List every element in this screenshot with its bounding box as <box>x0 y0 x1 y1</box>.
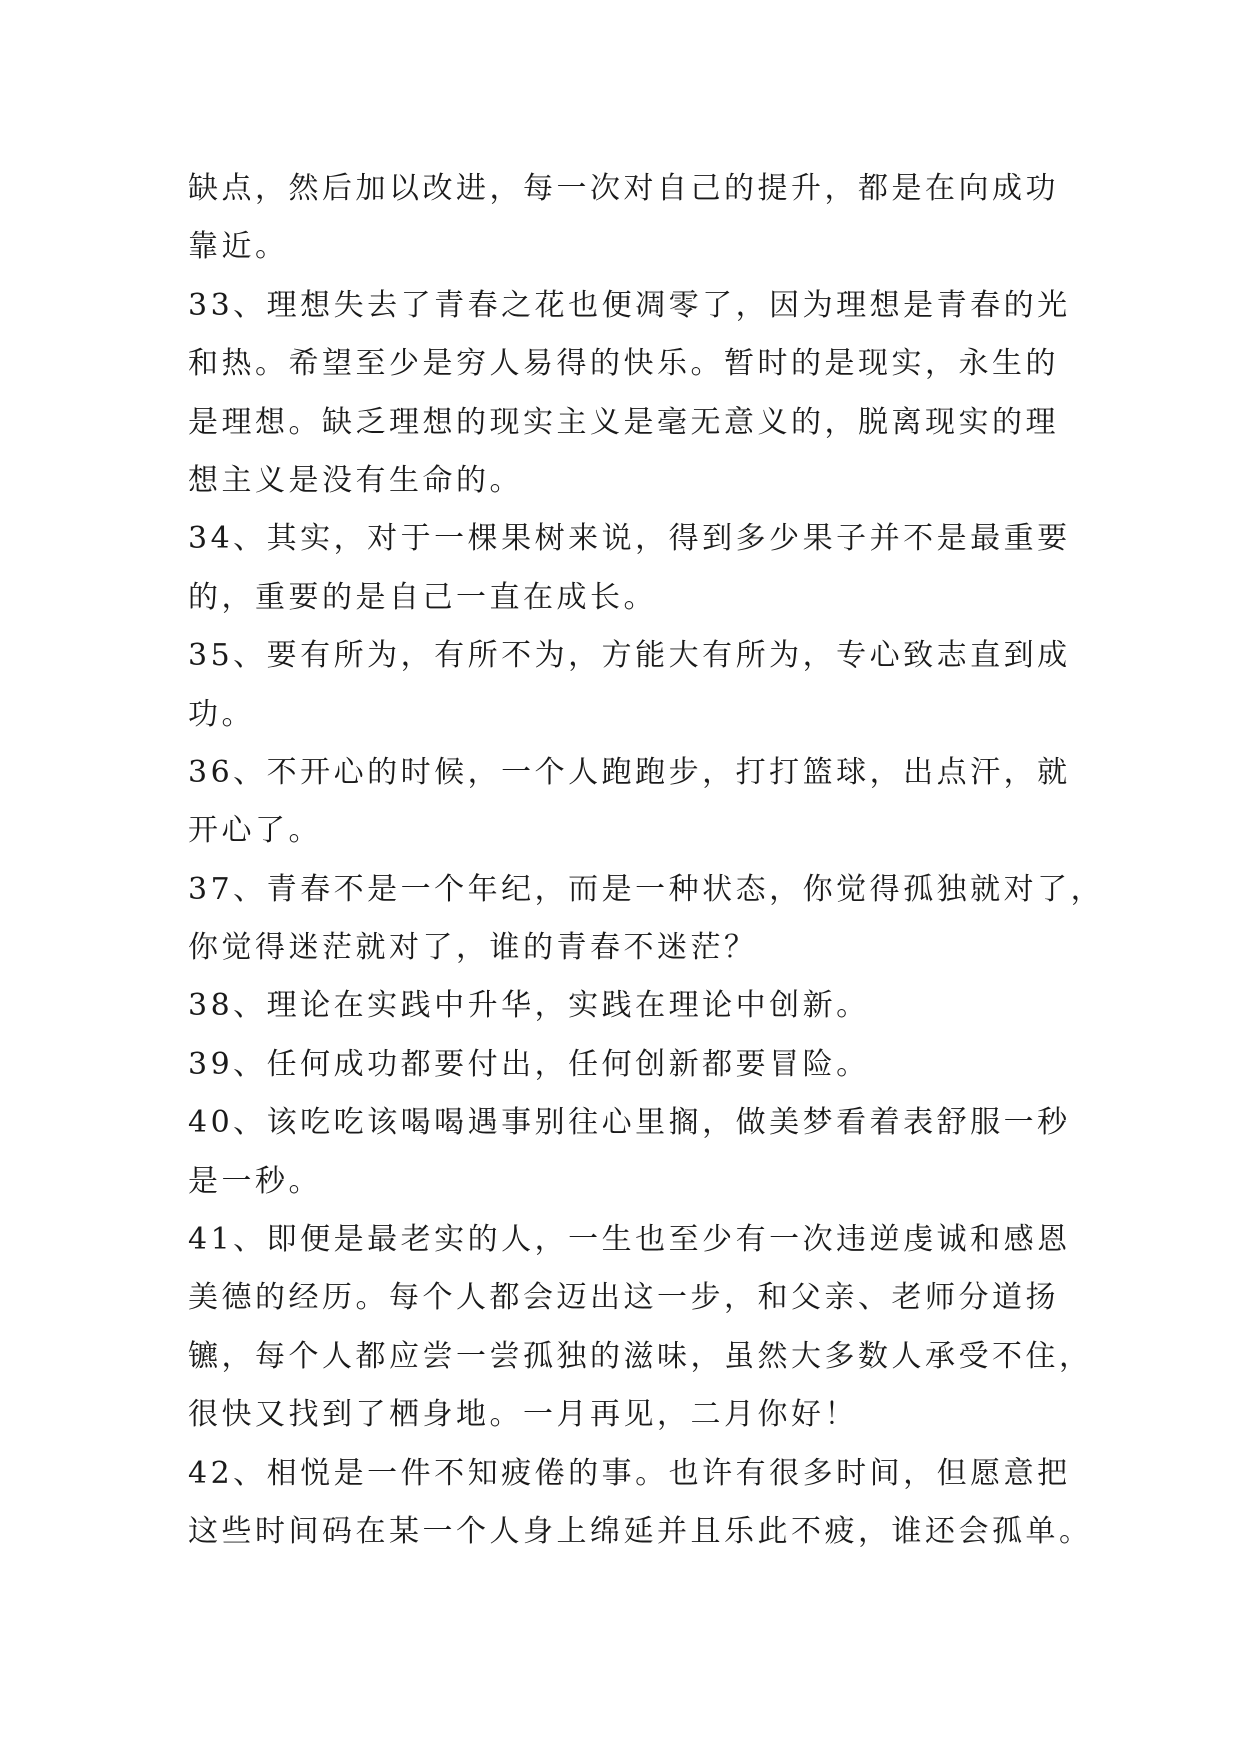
text-line: 33、理想失去了青春之花也便凋零了，因为理想是青春的光 <box>188 287 1071 323</box>
text-line: 35、要有所为，有所不为，方能大有所为，专心致志直到成 <box>188 638 1071 674</box>
text-line: 想主义是没有生命的。 <box>188 462 523 498</box>
text-line: 41、即便是最老实的人，一生也至少有一次违逆虔诚和感恩 <box>188 1222 1071 1258</box>
text-line: 是理想。缺乏理想的现实主义是毫无意义的，脱离现实的理 <box>188 404 1059 440</box>
text-line: 开心了。 <box>188 813 322 849</box>
text-line: 38、理论在实践中升华，实践在理论中创新。 <box>188 988 870 1024</box>
text-line: 37、青春不是一个年纪，而是一种状态，你觉得孤独就对了， <box>188 871 1105 907</box>
text-line: 36、不开心的时候，一个人跑跑步，打打篮球，出点汗，就 <box>188 754 1071 790</box>
text-line: 34、其实，对于一棵果树来说，得到多少果子并不是最重要 <box>188 521 1071 557</box>
text-line: 的，重要的是自己一直在成长。 <box>188 579 657 615</box>
text-line: 靠近。 <box>188 229 289 265</box>
text-line: 你觉得迷茫就对了，谁的青春不迷茫？ <box>188 930 758 966</box>
text-line: 39、任何成功都要付出，任何创新都要冒险。 <box>188 1046 870 1082</box>
text-line: 镳，每个人都应尝一尝孤独的滋味，虽然大多数人承受不住， <box>188 1338 1093 1374</box>
text-line: 美德的经历。每个人都会迈出这一步，和父亲、老师分道扬 <box>188 1280 1059 1316</box>
text-line: 很快又找到了栖身地。一月再见，二月你好！ <box>188 1397 858 1433</box>
text-line: 40、该吃吃该喝喝遇事别往心里搁，做美梦看着表舒服一秒 <box>188 1105 1071 1141</box>
text-line: 功。 <box>188 696 255 732</box>
text-line: 缺点，然后加以改进，每一次对自己的提升，都是在向成功 <box>188 171 1059 206</box>
text-line: 这些时间码在某一个人身上绵延并且乐此不疲，谁还会孤单。 <box>188 1513 1093 1549</box>
text-line: 42、相悦是一件不知疲倦的事。也许有很多时间，但愿意把 <box>188 1455 1071 1491</box>
text-line: 和热。希望至少是穷人易得的快乐。暂时的是现实，永生的 <box>188 346 1059 382</box>
text-line: 是一秒。 <box>188 1163 322 1199</box>
document-body <box>188 160 1105 1561</box>
